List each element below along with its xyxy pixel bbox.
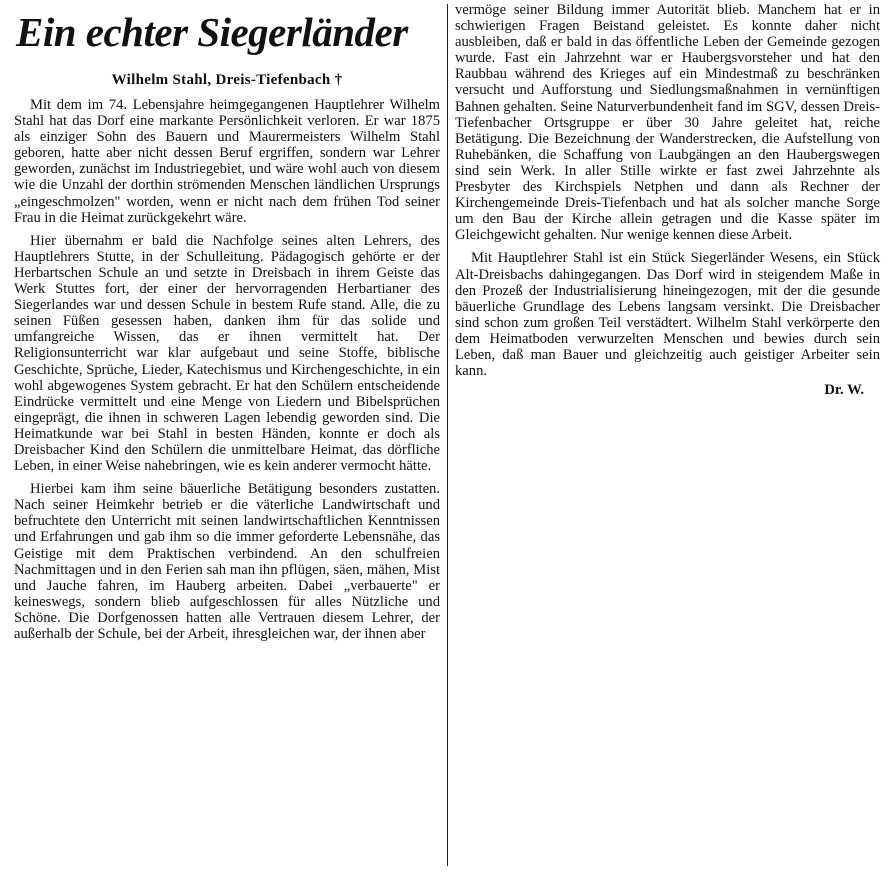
paragraph-teaching: Hier übernahm er bald die Nachfolge seines alten Lehrers, des Hauptlehrers Stutte, in der Schulleitung. Pädagogisch gehörte er der Herbartschen Schule an und setzte in Dreisbach in ihrem Geiste das Werk Stuttes fort, der einer der hervorragenden Herbartianer des Siegerlandes war und dessen Schule in bestem Rufe stand. Alle, die zu seinen Füßen gesessen haben, danken ihm für das solide und umfangreiche Wissen, das er ihnen vermittelt hat. Der Religionsunterricht war klar aufgebaut und seine Stoffe, biblische Geschichte, Sprüche, Lieder, Katechismus und Kirchengeschichte, in ein wohl abgewogenes System gebracht. Er hat den Schülern entscheidende Eindrücke vermittelt und eine Menge von Liedern und Bibelsprüchen eingeprägt, die ihnen in schweren Lagen lebendig geworden sind. Die Heimatkunde war bei Stahl in besten Händen, konnte er doch als Dreisbacher Kind den Schülern die unmittelbare Heimat, das dörfliche Leben, in einer Weise nahebringen, wie es kein anderer vermocht hätte. [14, 232, 440, 475]
paragraph-public-life: vermöge seiner Bildung immer Autorität blieb. Manchem hat er in schwierigen Fragen Beistand geleistet. Es konnte daher nicht ausbleiben, daß er bald in das öffentliche Leben der Gemeinde gezogen wurde. Fast ein Jahrzehnt war er Haubergsvorsteher und hat den Raubbau während des Krieges auf ein Mindestmaß zu beschränken versucht und Aufforstung und Siedlungsmaßnahmen in vernünftigen Bahnen gehalten. Seine Naturverbundenheit fand im SGV, dessen Dreis-Tiefenbacher Ortsgruppe er über 30 Jahre geleitet hat, reiche Betätigung. Die Bezeichnung der Wanderstrecken, die Aufstellung von Ruhebänken, die Schaffung von Laubgängen an den Haubergswegen sind sein Werk. In aller Stille wirkte er fast zwei Jahrzehnte als Presbyter des Kirchspiels Netphen und dann als Rechner der Kirchengemeinde Dreis-Tiefenbach und hat als solcher manche Sorge um den Bau der Kirche allein getragen und die Kasse später im Gleichgewicht gehalten. Nur wenige kennen diese Arbeit. [455, 2, 880, 244]
right-column [455, 2, 880, 399]
column-divider [447, 4, 448, 866]
article-headline: Ein echter Siegerländer [16, 9, 408, 55]
paragraph-intro: Mit dem im 74. Lebensjahre heimgegangenen Hauptlehrer Wilhelm Stahl hat das Dorf eine markante Persönlichkeit verloren. Er war 1875 als einziger Sohn des Bauern und Maurermeisters Wilhelm Stahl geboren, hatte aber nicht dessen Beruf ergriffen, sondern war Lehrer geworden, zunächst im Industriegebiet, und wäre wohl auch von diesem wie die Unzahl der dorthin strömenden Menschen ländlichen Ursprungs „eingeschmolzen" worden, wenn er nicht nach dem frühen Tod seiner Frau in die Heimat zurückgekehrt wäre. [14, 97, 440, 226]
paragraph-farming: Hierbei kam ihm seine bäuerliche Betätigung besonders zustatten. Nach seiner Heimkehr betrieb er die väterliche Landwirtschaft und befruchtete den Unterricht mit seinen landwirtschaftlichen Kenntnissen und Erfahrungen und gab ihm so die immer geforderte Lebensnähe, das Geistige mit dem Praktischen verbindend. An den schulfreien Nachmittagen und in den Ferien sah man ihn pflügen, säen, mähen, Mist und Jauche fahren, im Hauberg arbeiten. Dabei „verbauerte" er keineswegs, sondern blieb aufgeschlossen für alles Nützliche und Schöne. Die Dorfgenossen hatten alle Vertrauen diesem Lehrer, der außerhalb der Schule, bei der Arbeit, ihresgleichen war, der ihnen aber [14, 481, 440, 642]
paragraph-conclusion: Mit Hauptlehrer Stahl ist ein Stück Siegerländer Wesens, ein Stück Alt-Dreisbachs dahingegangen. Das Dorf wird in steigendem Maße in den Prozeß der Industrialisierung hineingezogen, mit der die gesunde bäuerliche Grundlage des Lebens langsam versinkt. Die Dreisbacher sind schon zum großen Teil verstädtert. Wilhelm Stahl verkörperte den dem Heimatboden verwurzelten Menschen und bewies durch sein Leben, daß man Bauer und gleichzeitig auch geistiger Arbeiter sein kann. [455, 250, 880, 380]
left-column [14, 0, 440, 642]
article-byline: Wilhelm Stahl, Dreis-Tiefenbach † [111, 72, 343, 88]
author-signature: Dr. W. [824, 382, 864, 399]
